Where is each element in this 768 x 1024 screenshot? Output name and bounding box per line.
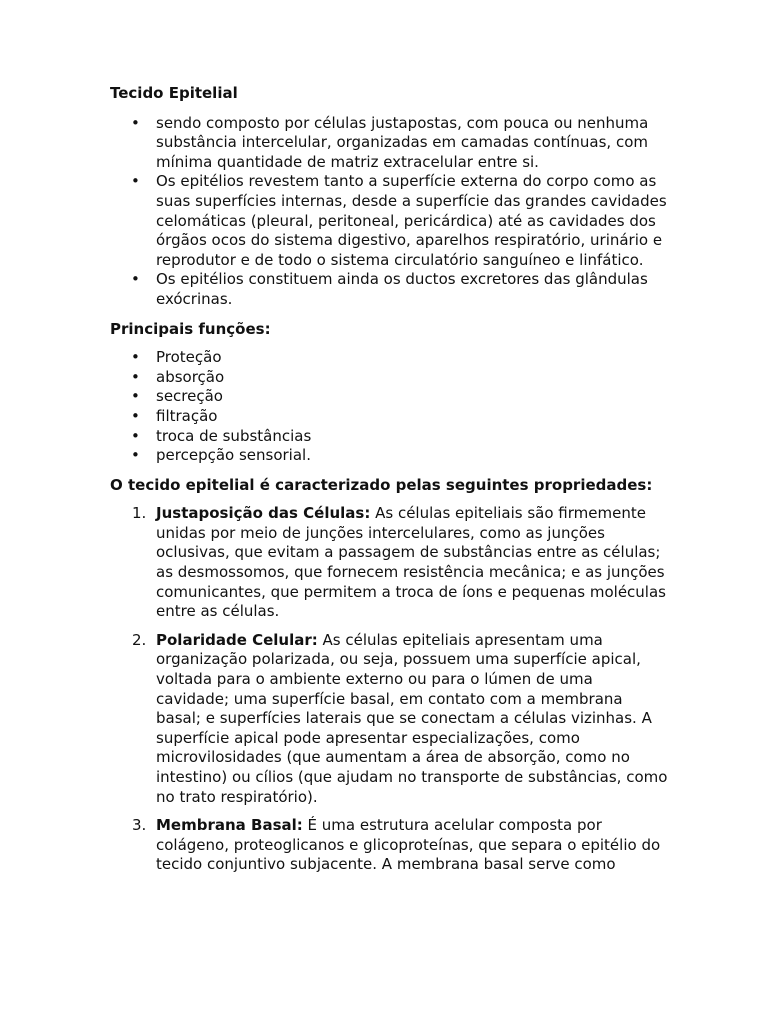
property-term: Justaposição das Células: — [156, 504, 371, 523]
property-term: Polaridade Celular: — [156, 630, 318, 649]
bullet-icon: • — [131, 172, 140, 191]
property-text: As células epiteliais apresentam uma organização polarizada, ou seja, possuem uma superfície apical, voltada para o ambiente externo ou para o lúmen de uma cavidade; uma superfície basal, em contato com a membrana basal; e superfícies laterais que se conectam a células vizinhas. A superfície apical pode apresentar especializações, como microvilosidades (que aumentam a área de absorção, como no intestino) ou cílios (que ajudam no transporte de substâncias, como no trato respiratório). — [156, 630, 668, 806]
bullet-icon: • — [131, 426, 140, 445]
list-item: • filtração — [131, 406, 218, 425]
bullet-icon: • — [131, 387, 140, 406]
page-title: Tecido Epitelial — [110, 84, 238, 102]
functions-heading: Principais funções: — [110, 319, 271, 338]
list-item: • troca de substâncias — [131, 426, 312, 445]
list-item — [110, 816, 670, 875]
item-number: 1. — [132, 504, 147, 523]
properties-heading: O tecido epitelial é caracterizado pelas seguintes propriedades: — [110, 475, 653, 494]
bullet-icon: • — [131, 113, 140, 132]
list-item: • percepção sensorial. — [131, 446, 311, 465]
bullet-icon: • — [131, 270, 140, 289]
list-item: • Os epitélios revestem tanto a superfície externa do corpo como as suas superfícies internas, desde a superfície das grandes cavidades celomáticas (pleural, peritoneal, pericárdica) até as cavidades dos órgãos ocos do sistema digestivo, aparelhos respiratório, urinário e reprodutor e de todo o sistema circulatório sanguíneo e linfático. — [131, 172, 667, 269]
property-term: Membrana Basal: — [156, 816, 303, 835]
intro-list — [110, 114, 670, 310]
property-text: É uma estrutura acelular composta por colágeno, proteoglicanos e glicoproteínas, que separa o epitélio do tecido conjuntivo subjacente. A membrana basal serve como — [156, 816, 661, 874]
bullet-icon: • — [131, 406, 140, 425]
document-page — [110, 84, 670, 884]
list-item: • Os epitélios constituem ainda os ductos excretores das glândulas exócrinas. — [131, 270, 648, 308]
list-item: • Proteção — [131, 348, 222, 367]
properties-list — [110, 504, 670, 875]
bullet-icon: • — [131, 348, 140, 367]
list-item: • sendo composto por células justapostas, com pouca ou nenhuma substância intercelular, organizadas em camadas contínuas, com mínima quantidade de matriz extracelular entre si. — [131, 113, 649, 171]
list-item: • absorção — [131, 367, 225, 386]
functions-list — [110, 348, 670, 466]
list-item — [110, 504, 670, 622]
bullet-icon: • — [131, 446, 140, 465]
item-number: 2. — [132, 630, 147, 649]
item-number: 3. — [132, 816, 147, 835]
list-item: • secreção — [131, 387, 223, 406]
property-text: As células epiteliais são firmemente unidas por meio de junções intercelulares, como as junções oclusivas, que evitam a passagem de substâncias entre as células; as desmossomos, que fornecem resistência mecânica; e as junções comunicantes, que permitem a troca de íons e pequenas moléculas entre as células. — [156, 504, 666, 621]
bullet-icon: • — [131, 367, 140, 386]
list-item — [110, 631, 670, 807]
